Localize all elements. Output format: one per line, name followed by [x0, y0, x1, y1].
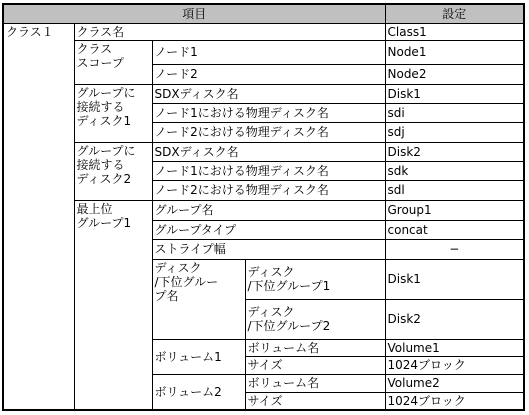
disk1-sdx-value: Disk1 — [385, 84, 524, 103]
disk1-sdx-label: SDXディスク名 — [152, 84, 385, 103]
disk2-node2-label: ノード2における物理ディスク名 — [152, 180, 385, 200]
node2-value: Node2 — [385, 64, 524, 84]
table-row — [3, 142, 524, 161]
disk1-node1-label: ノード1における物理ディスク名 — [152, 103, 385, 122]
disk-subgroup-label: ディスク /下位グルー プ名 — [152, 259, 245, 339]
volume2-label: ボリューム2 — [152, 374, 245, 410]
sub2-value: Disk2 — [385, 299, 524, 339]
node1-label: ノード1 — [152, 40, 385, 64]
disk1-node2-value: sdj — [385, 122, 524, 142]
sub1-value: Disk1 — [385, 259, 524, 299]
volume1-size-label: サイズ — [245, 356, 385, 374]
node1-value: Node1 — [385, 40, 524, 64]
class-name-label: クラス名 — [74, 23, 385, 40]
group-name-value: Group1 — [385, 200, 524, 220]
volume1-name-value: Volume1 — [385, 339, 524, 356]
disk2-sdx-value: Disk2 — [385, 142, 524, 161]
group-name-label: グループ名 — [152, 200, 385, 220]
stripe-width-label: ストライプ幅 — [152, 239, 385, 259]
class-scope-label: クラス スコープ — [74, 40, 152, 84]
disk2-group-label: グループに 接続する ディスク2 — [74, 142, 152, 200]
disk1-group-label: グループに 接続する ディスク1 — [74, 84, 152, 142]
disk1-node2-label: ノード2における物理ディスク名 — [152, 122, 385, 142]
class1-label: クラス１ — [3, 23, 74, 410]
group1-label: 最上位 グループ1 — [74, 200, 152, 410]
disk2-sdx-label: SDXディスク名 — [152, 142, 385, 161]
stripe-width-value: − — [385, 239, 524, 259]
disk1-node1-value: sdi — [385, 103, 524, 122]
disk2-node1-value: sdk — [385, 161, 524, 180]
node2-label: ノード2 — [152, 64, 385, 84]
volume2-name-label: ボリューム名 — [245, 374, 385, 392]
group-type-label: グループタイプ — [152, 220, 385, 239]
header-setting: 設定 — [385, 4, 524, 23]
class-name-value: Class1 — [385, 23, 524, 40]
volume2-name-value: Volume2 — [385, 374, 524, 392]
table-row — [3, 84, 524, 103]
table-row — [3, 200, 524, 220]
sub2-label: ディスク /下位グループ2 — [245, 299, 385, 339]
volume2-size-value: 1024ブロック — [385, 392, 524, 410]
sub1-label: ディスク /下位グループ1 — [245, 259, 385, 299]
volume2-size-label: サイズ — [245, 392, 385, 410]
disk2-node1-label: ノード1における物理ディスク名 — [152, 161, 385, 180]
disk2-node2-value: sdl — [385, 180, 524, 200]
table-header-row — [3, 4, 524, 23]
volume1-label: ボリューム1 — [152, 339, 245, 374]
settings-table — [2, 3, 525, 411]
table-row — [3, 40, 524, 64]
header-item: 項目 — [3, 4, 385, 23]
volume1-name-label: ボリューム名 — [245, 339, 385, 356]
volume1-size-value: 1024ブロック — [385, 356, 524, 374]
table-row — [3, 23, 524, 40]
group-type-value: concat — [385, 220, 524, 239]
